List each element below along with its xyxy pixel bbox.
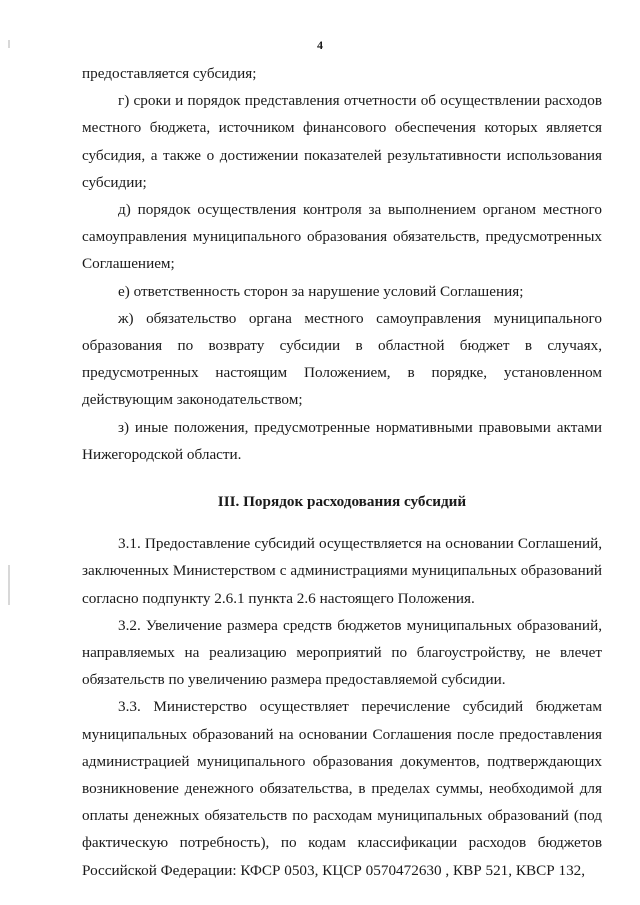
paragraph: г) сроки и порядок представления отчетности об осуществлении расходов местного бюджета, источником финансового обеспечения которых является субсидия, а также о достижении показателей результативности использования субсидии;: [82, 92, 602, 191]
page-number: 4: [317, 38, 323, 52]
section-heading: III. Порядок расходования субсидий: [217, 493, 467, 511]
paragraph: 3.1. Предоставление субсидий осуществляется на основании Соглашений, заключенных Министерством с администрациями муниципальных образований согласно подпункту 2.6.1 пункта 2.6 настоящего Положения.: [82, 535, 602, 607]
paragraph: е) ответственность сторон за нарушение условий Соглашения;: [118, 282, 524, 300]
paragraph: 3.2. Увеличение размера средств бюджетов муниципальных образований, направляемых на реализацию мероприятий по благоустройству, не влечет обязательств по увеличению размера предоставляемой субсидии.: [82, 616, 602, 689]
paragraph: ж) обязательство органа местного самоуправления муниципального образования по возврату субсидии в областной бюджет в случаях, предусмотренных настоящим Положением, в порядке, установленном действующим законодательством;: [82, 309, 602, 409]
scan-edge-mark: [8, 565, 10, 605]
document-body: [82, 60, 602, 884]
paragraph: д) порядок осуществления контроля за выполнением органом местного самоуправления муниципального образования обязательств, предусмотренных Соглашением;: [82, 201, 602, 273]
paragraph: предоставляется субсидия;: [82, 65, 257, 82]
paragraph: з) иные положения, предусмотренные нормативными правовыми актами Нижегородской области.: [82, 418, 602, 463]
paragraph: 3.3. Министерство осуществляет перечисление субсидий бюджетам муниципальных образований на основании Соглашения после предоставления администрацией муниципального образования документов, подтверждающих возникновение денежного обязательства, в пределах суммы, необходимой для оплаты денежных обязательств по расходам муниципальных образований (под фактическую потребность), по кодам классификации расходов бюджетов Российской Федерации: КФСР 0503, КЦСР 0570472630 , КВР 521, КВСР 132,: [82, 698, 602, 879]
